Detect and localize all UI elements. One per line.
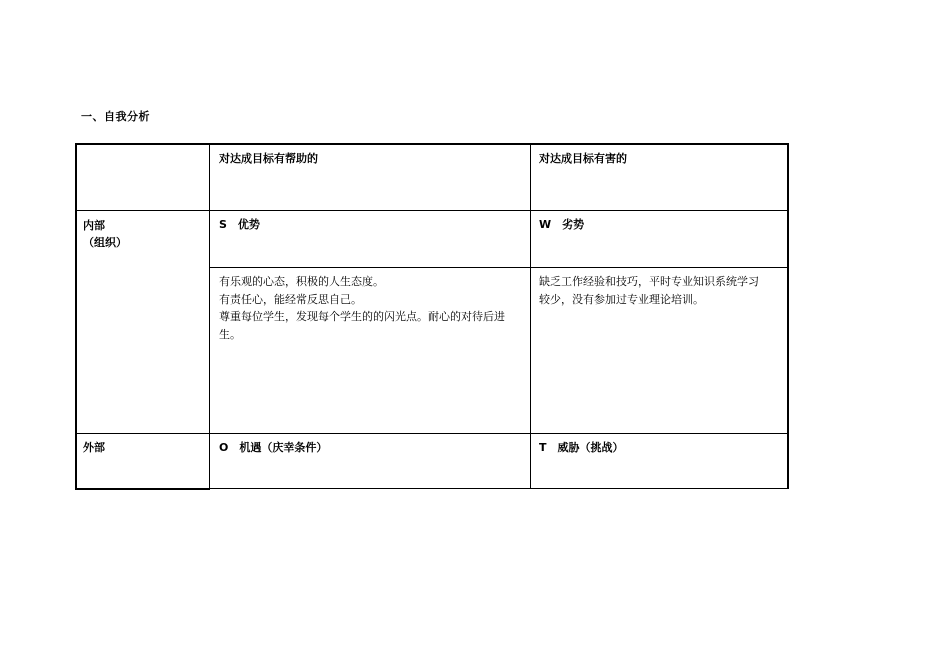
threats-title: T 威胁（挑战） — [539, 441, 624, 454]
external-label: 外部 — [83, 441, 105, 454]
internal-label-line1: 内部 — [83, 219, 105, 232]
strengths-line: 生。 — [219, 327, 241, 341]
weaknesses-line: 较少，没有参加过专业理论培训。 — [539, 292, 704, 306]
strengths-title: S 优势 — [219, 218, 260, 231]
opportunities-title: O 机遇（庆幸条件） — [219, 441, 328, 454]
weaknesses-line: 缺乏工作经验和技巧，平时专业知识系统学习 — [539, 275, 759, 288]
header-harmful: 对达成目标有害的 — [539, 152, 627, 165]
internal-label — [83, 217, 127, 251]
weaknesses-title: W 劣势 — [539, 218, 585, 231]
strengths-line: 尊重每位学生，发现每个学生的的闪光点。耐心的对待后进 — [219, 310, 505, 323]
strengths-content — [219, 273, 527, 343]
internal-label-line2: （组织） — [83, 236, 127, 249]
weaknesses-content — [539, 273, 784, 308]
section-heading: 一、自我分析 — [81, 110, 150, 123]
strengths-line: 有责任心，能经常反思自己。 — [219, 292, 362, 306]
header-helpful: 对达成目标有帮助的 — [219, 152, 318, 165]
strengths-line: 有乐观的心态，积极的人生态度。 — [219, 275, 384, 288]
